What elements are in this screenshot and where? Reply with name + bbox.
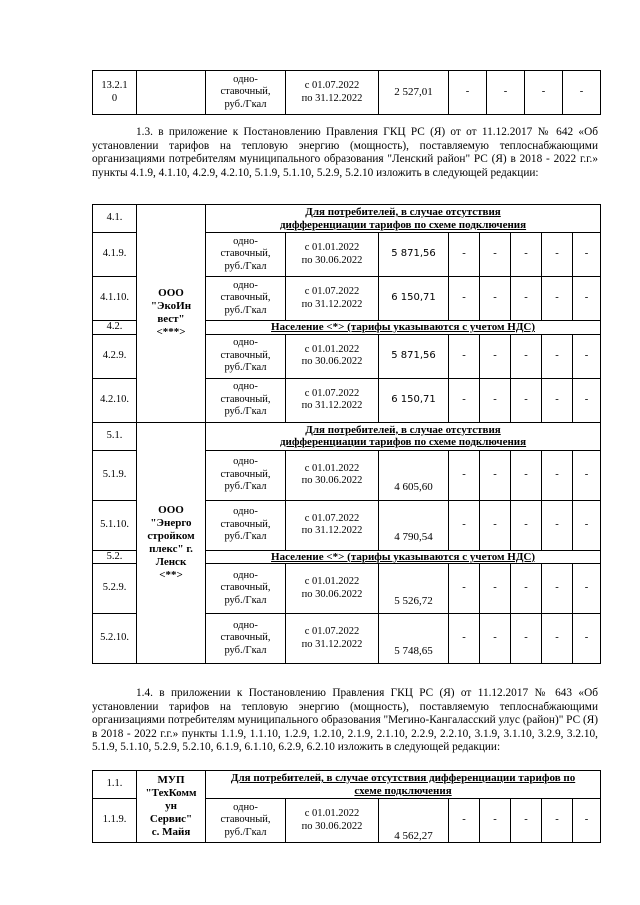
unit-cell: одно- ставочный, руб./Гкал <box>206 71 286 115</box>
section-header: Население <*> (тарифы указываются с учетом НДС) <box>206 550 601 564</box>
dash-cell: - <box>573 564 601 614</box>
unit-cell: одно- ставочный, руб./Гкал <box>206 799 286 843</box>
unit-cell: одно- ставочный, руб./Гкал <box>206 378 286 422</box>
dash-cell: - <box>542 500 573 550</box>
dash-cell: - <box>480 799 511 843</box>
dash-cell: - <box>542 799 573 843</box>
tariff-table-bottom <box>92 770 601 843</box>
dash-cell: - <box>573 500 601 550</box>
table-header-row <box>93 771 601 799</box>
row-number: 4.1.10. <box>93 277 137 321</box>
row-number: 13.2.1 0 <box>93 71 137 115</box>
paragraph-1-4: 1.4. в приложении к Постановлению Правления ГКЦ РС (Я) от 11.12.2017 № 643 «Об установлении тарифов на тепловую энергию (мощность), поставляемую теплоснабжающими организациями потребителям муниципального образования "Мегино-Кангаласский улус (район)" РС (Я) в 2018 - 2022 г.г.» пункты 1.1.9, 1.1.10, 1.2.9, 1.2.10, 2.1.9, 2.1.10, 2.2.9, 2.2.10, 3.1.9, 3.1.10, 3.2.9, 3.2.10, 5.1.9, 5.1.10, 5.2.9, 5.2.10, 6.1.9, 6.1.10, 6.2.9, 6.2.10 изложить в следующей редакции: <box>92 687 598 754</box>
dash-cell: - <box>449 450 480 500</box>
dash-cell: - <box>511 614 542 664</box>
dash-cell: - <box>511 500 542 550</box>
row-number: 1.1.9. <box>93 799 137 843</box>
unit-cell: одно- ставочный, руб./Гкал <box>206 500 286 550</box>
dash-cell: - <box>525 71 563 115</box>
dash-cell: - <box>573 334 601 378</box>
table-header-row <box>93 422 601 450</box>
dash-cell: - <box>480 277 511 321</box>
table-header-row <box>93 205 601 233</box>
row-number: 4.2.9. <box>93 334 137 378</box>
period-cell: с 01.07.2022 по 31.12.2022 <box>286 71 379 115</box>
period-cell: с 01.07.2022 по 31.12.2022 <box>286 614 379 664</box>
org-name: МУП "ТехКомм ун Сервис" с. Майя <box>137 771 206 843</box>
tariff-value: 5 871,56 <box>379 233 449 277</box>
dash-cell: - <box>511 233 542 277</box>
org-name: ООО "ЭкоИн вест" <***> <box>137 205 206 423</box>
dash-cell: - <box>511 450 542 500</box>
dash-cell: - <box>449 614 480 664</box>
dash-cell: - <box>573 277 601 321</box>
unit-cell: одно- ставочный, руб./Гкал <box>206 614 286 664</box>
row-number: 4.1.9. <box>93 233 137 277</box>
row-number: 4.2. <box>93 321 137 335</box>
row-number: 5.1.9. <box>93 450 137 500</box>
dash-cell: - <box>542 564 573 614</box>
section-header: Для потребителей, в случае отсутствия дифференциации тарифов по схеме подключения <box>206 205 601 233</box>
section-header: Для потребителей, в случае отсутствия дифференциации тарифов по схеме подключения <box>206 771 601 799</box>
dash-cell: - <box>511 378 542 422</box>
period-cell: с 01.01.2022 по 30.06.2022 <box>286 233 379 277</box>
unit-cell: одно- ставочный, руб./Гкал <box>206 277 286 321</box>
row-number: 4.2.10. <box>93 378 137 422</box>
tariff-value: 4 790,54 <box>379 500 449 550</box>
dash-cell: - <box>573 614 601 664</box>
tariff-table-top <box>92 70 601 115</box>
tariff-value: 4 562,27 <box>379 799 449 843</box>
tariff-value: 4 605,60 <box>379 450 449 500</box>
org-name: ООО "Энерго стройком плекс" г. Ленск <**> <box>137 422 206 664</box>
tariff-value: 6 150,71 <box>379 277 449 321</box>
dash-cell: - <box>449 334 480 378</box>
dash-cell: - <box>449 233 480 277</box>
period-cell: с 01.01.2022 по 30.06.2022 <box>286 334 379 378</box>
row-number: 5.2. <box>93 550 137 564</box>
period-cell: с 01.01.2022 по 30.06.2022 <box>286 450 379 500</box>
unit-cell: одно- ставочный, руб./Гкал <box>206 334 286 378</box>
period-cell: с 01.01.2022 по 30.06.2022 <box>286 799 379 843</box>
tariff-value: 6 150,71 <box>379 378 449 422</box>
dash-cell: - <box>511 277 542 321</box>
dash-cell: - <box>480 564 511 614</box>
dash-cell: - <box>480 450 511 500</box>
row-number: 5.1.10. <box>93 500 137 550</box>
dash-cell: - <box>487 71 525 115</box>
unit-cell: одно- ставочный, руб./Гкал <box>206 233 286 277</box>
dash-cell: - <box>542 277 573 321</box>
dash-cell: - <box>573 233 601 277</box>
dash-cell: - <box>449 378 480 422</box>
dash-cell: - <box>511 799 542 843</box>
section-header: Для потребителей, в случае отсутствия дифференциации тарифов по схеме подключения <box>206 422 601 450</box>
dash-cell: - <box>480 500 511 550</box>
dash-cell: - <box>573 799 601 843</box>
table-row <box>93 71 601 115</box>
dash-cell: - <box>480 233 511 277</box>
tariff-value: 2 527,01 <box>379 71 449 115</box>
tariff-value: 5 748,65 <box>379 614 449 664</box>
period-cell: с 01.07.2022 по 31.12.2022 <box>286 378 379 422</box>
unit-cell: одно- ставочный, руб./Гкал <box>206 564 286 614</box>
dash-cell: - <box>511 564 542 614</box>
dash-cell: - <box>449 500 480 550</box>
dash-cell: - <box>449 277 480 321</box>
period-cell: с 01.07.2022 по 31.12.2022 <box>286 277 379 321</box>
row-number: 5.2.9. <box>93 564 137 614</box>
dash-cell: - <box>573 450 601 500</box>
row-number: 5.1. <box>93 422 137 450</box>
dash-cell: - <box>542 334 573 378</box>
dash-cell: - <box>449 564 480 614</box>
dash-cell: - <box>449 799 480 843</box>
period-cell: с 01.07.2022 по 31.12.2022 <box>286 500 379 550</box>
paragraph-1-3: 1.3. в приложение к Постановлению Правления ГКЦ РС (Я) от от 11.12.2017 № 642 «Об установлении тарифов на тепловую энергию (мощность), поставляемую теплоснабжающими организациями потребителям муниципального образования "Ленский район" РС (Я) в 2018 - 2022 г.г.» пункты 4.1.9, 4.1.10, 4.2.9, 4.2.10, 5.1.9, 5.1.10, 5.2.9, 5.2.10 изложить в следующей редакции: <box>92 126 598 179</box>
dash-cell: - <box>542 614 573 664</box>
row-number: 5.2.10. <box>93 614 137 664</box>
period-cell: с 01.01.2022 по 30.06.2022 <box>286 564 379 614</box>
dash-cell: - <box>542 233 573 277</box>
row-number: 1.1. <box>93 771 137 799</box>
dash-cell: - <box>563 71 601 115</box>
org-cell <box>137 71 206 115</box>
tariff-value: 5 526,72 <box>379 564 449 614</box>
tariff-table-mid <box>92 204 601 664</box>
tariff-value: 5 871,56 <box>379 334 449 378</box>
row-number: 4.1. <box>93 205 137 233</box>
unit-cell: одно- ставочный, руб./Гкал <box>206 450 286 500</box>
dash-cell: - <box>511 334 542 378</box>
dash-cell: - <box>573 378 601 422</box>
dash-cell: - <box>480 378 511 422</box>
section-header: Население <*> (тарифы указываются с учетом НДС) <box>206 321 601 335</box>
dash-cell: - <box>480 614 511 664</box>
dash-cell: - <box>449 71 487 115</box>
dash-cell: - <box>542 450 573 500</box>
dash-cell: - <box>542 378 573 422</box>
dash-cell: - <box>480 334 511 378</box>
